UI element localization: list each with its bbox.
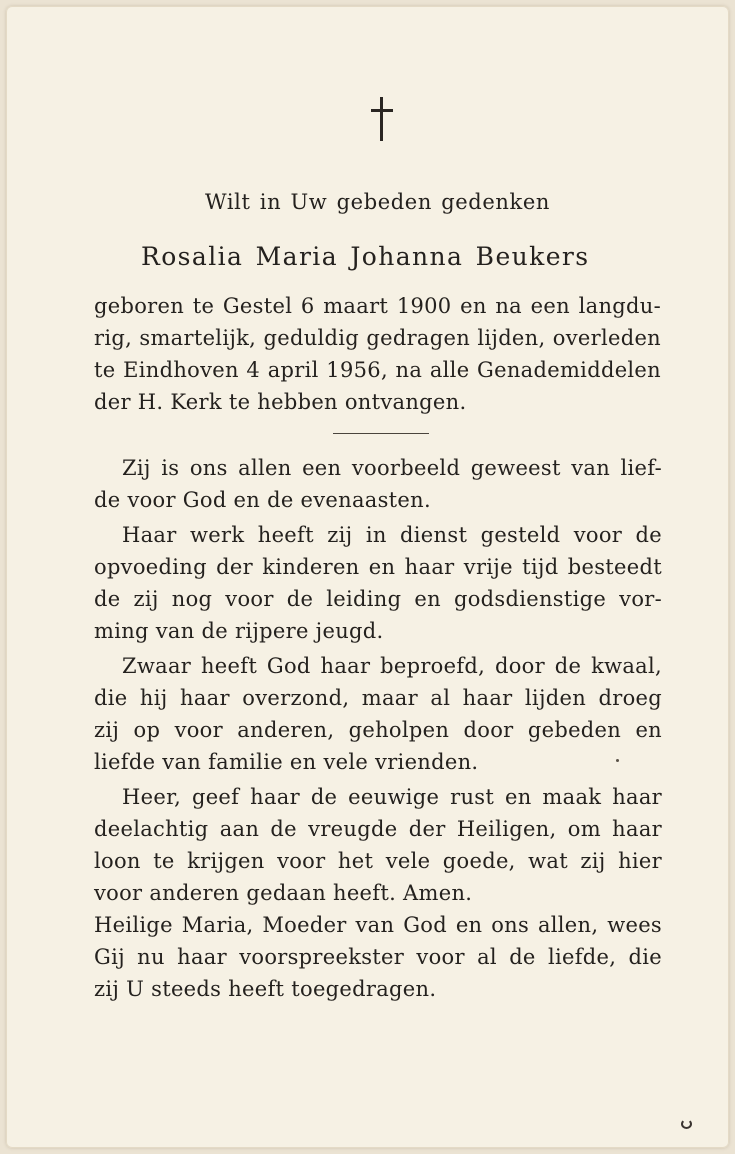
biography-line: te Eindhoven 4 april 1956, na alle Genademiddelen (94, 358, 661, 382)
biography-line: rig, smartelijk, geduldig gedragen lijden, overleden (94, 326, 661, 350)
paragraph-line: de voor God en de evenaasten. (94, 488, 431, 512)
biography-line: der H. Kerk te hebben ontvangen. (94, 390, 467, 414)
paragraph-line: de zij nog voor de leiding en godsdienstige vor- (94, 587, 662, 611)
prayer-text (94, 452, 662, 1005)
cross-icon (371, 97, 393, 141)
paragraph-line: Haar werk heeft zij in dienst gesteld voor de (122, 523, 662, 547)
biography-line: geboren te Gestel 6 maart 1900 en na een langdu- (94, 294, 661, 318)
paragraph-line: ming van de rijpere jeugd. (94, 619, 384, 643)
paper-speck (616, 759, 619, 762)
intro-text: Wilt in Uw gebeden gedenken (205, 190, 550, 214)
paragraph-line: die hij haar overzond, maar al haar lijden droeg (94, 686, 662, 710)
paragraph-line: opvoeding der kinderen en haar vrije tijd besteedt (94, 555, 662, 579)
paragraph-line: Zij is ons allen een voorbeeld geweest van lief- (122, 456, 662, 480)
corner-mark (681, 1119, 692, 1129)
paragraph-line: zij U steeds heeft toegedragen. (94, 977, 437, 1001)
paragraph-line: liefde van familie en vele vrienden. (94, 750, 479, 774)
paragraph-line: deelachtig aan de vreugde der Heiligen, om haar (94, 817, 662, 841)
paragraph-line: Heilige Maria, Moeder van God en ons allen, wees (94, 913, 662, 937)
paragraph-line: voor anderen gedaan heeft. Amen. (94, 881, 473, 905)
paragraph-line: Heer, geef haar de eeuwige rust en maak haar (122, 785, 662, 809)
paragraph-line: Gij nu haar voorspreekster voor al de liefde, die (94, 945, 662, 969)
divider (333, 433, 429, 434)
memorial-card (6, 6, 729, 1148)
paragraph-line: Zwaar heeft God haar beproefd, door de kwaal, (122, 654, 662, 678)
deceased-name: Rosalia Maria Johanna Beukers (141, 242, 590, 271)
paragraph-line: zij op voor anderen, geholpen door gebeden en (94, 718, 662, 742)
paragraph-line: loon te krijgen voor het vele goede, wat zij hier (94, 849, 662, 873)
biography (94, 290, 661, 418)
